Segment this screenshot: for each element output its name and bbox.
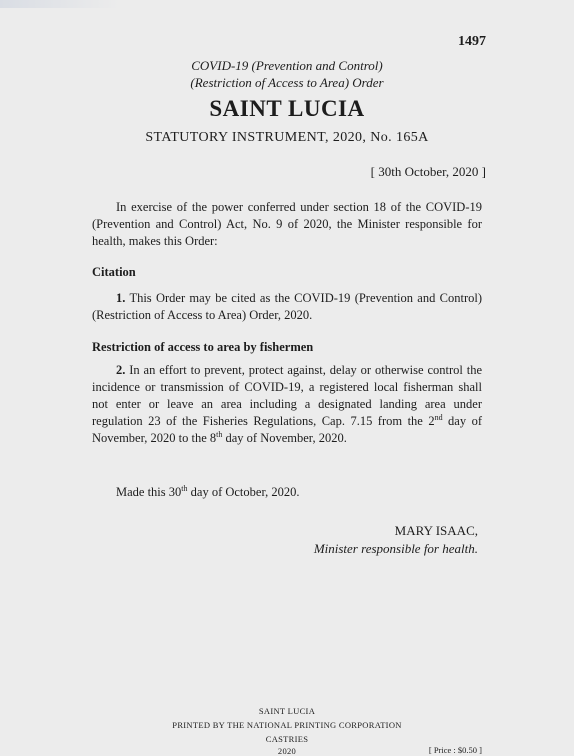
citation-text: This Order may be cited as the COVID-19 (Prevention and Control) (Restriction of Access to Area) Order, 2020. xyxy=(92,291,483,322)
made-text-after: day of October, 2020. xyxy=(187,485,300,499)
footer-city: CASTRIES xyxy=(265,734,309,744)
order-title-line-1: COVID-19 (Prevention and Control) xyxy=(191,58,383,73)
restriction-text-middle: day of November, 2020 to the 8 xyxy=(92,414,482,445)
citation-paragraph xyxy=(92,290,482,324)
citation-heading: Citation xyxy=(92,265,136,279)
footer-year: 2020 xyxy=(277,746,297,756)
made-line xyxy=(116,484,506,501)
made-text-before: Made this 30 xyxy=(116,485,182,499)
signature-block xyxy=(314,522,478,558)
restriction-sup-2: th xyxy=(216,429,223,439)
instrument-date: [ 30th October, 2020 ] xyxy=(370,164,486,179)
country-heading: SAINT LUCIA xyxy=(209,96,365,121)
footer-price: [ Price : $0.50 ] xyxy=(428,745,482,755)
restriction-heading: Restriction of access to area by fishermen xyxy=(92,340,314,354)
footer-country: SAINT LUCIA xyxy=(258,706,316,716)
signer-name: MARY ISAAC, xyxy=(394,523,478,538)
page-number: 1497 xyxy=(458,34,486,49)
corner-shade xyxy=(0,0,120,8)
made-sup: th xyxy=(181,483,188,493)
restriction-sup-1: nd xyxy=(434,412,443,422)
instrument-number: STATUTORY INSTRUMENT, 2020, No. 165A xyxy=(145,130,429,145)
restriction-text-before: In an effort to prevent, protect against, delay or otherwise control the incidence or transmission of COVID-19, a registered local fisherman shall not enter or leave an area including a designated landing area under regulation 23 of the Fisheries Regulations, Cap. 7.15 from the 2 xyxy=(92,363,482,428)
footer-printer: PRINTED BY THE NATIONAL PRINTING CORPORATION xyxy=(172,720,402,730)
restriction-number: 2. xyxy=(116,363,126,377)
restriction-text-after: day of November, 2020. xyxy=(222,431,347,445)
intro-paragraph: In exercise of the power conferred under section 18 of the COVID-19 (Prevention and Control) Act, No. 9 of 2020, the Minister responsible for health, makes this Order: xyxy=(92,200,482,248)
order-title-line-2: (Restriction of Access to Area) Order xyxy=(190,75,384,90)
restriction-paragraph xyxy=(92,362,482,447)
citation-number: 1. xyxy=(116,291,126,305)
signer-title: Minister responsible for health. xyxy=(313,541,478,556)
